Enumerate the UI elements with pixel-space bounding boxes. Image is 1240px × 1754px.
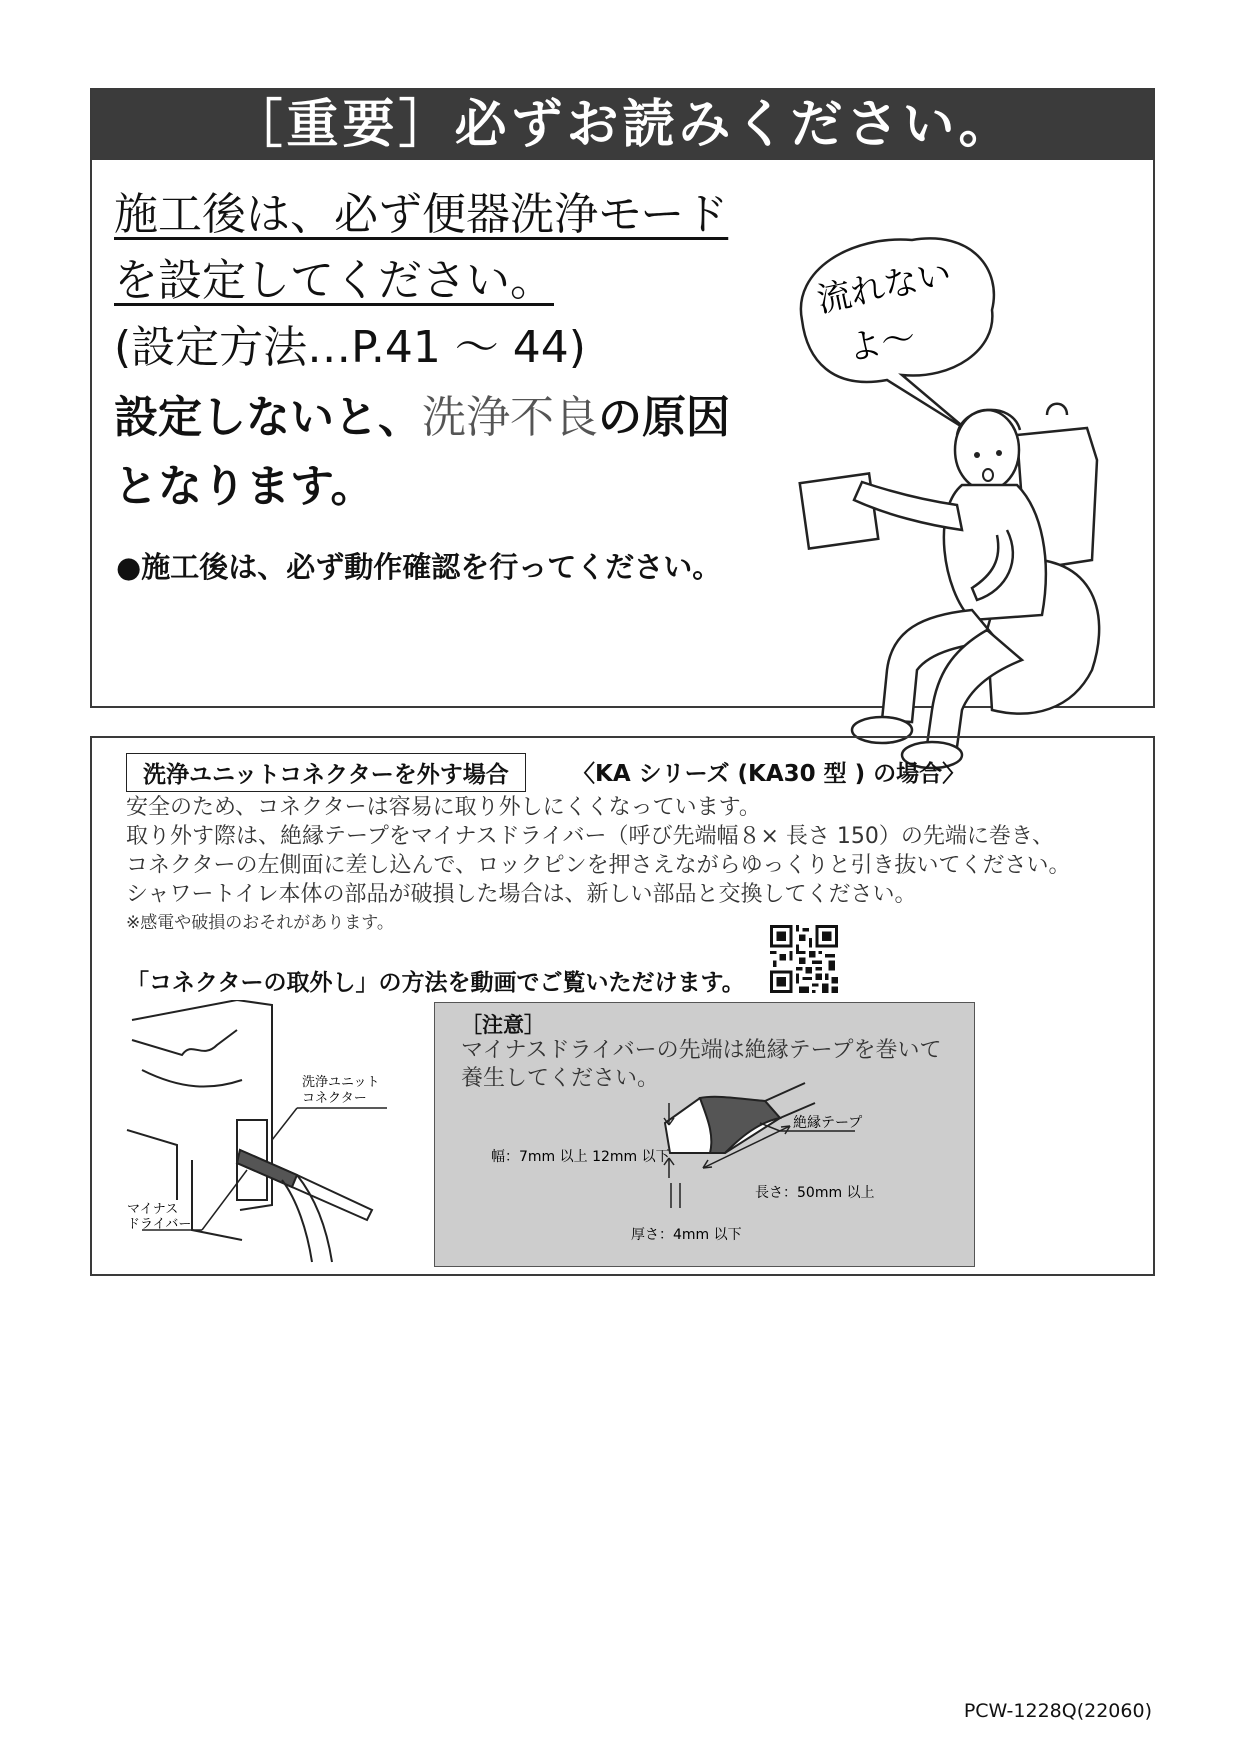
notice-line-4 bbox=[114, 393, 730, 443]
illus-label-driver-2: ドライバー bbox=[127, 1217, 192, 1232]
instruction-line: 取り外す際は、絶縁テープをマイナスドライバー（呼び先端幅８× 長さ 150）の先端に巻き、 bbox=[126, 824, 1055, 849]
video-notice: 「コネクターの取外し」の方法を動画でご覧いただけます。 bbox=[126, 970, 745, 996]
document-code: PCW-1228Q(22060) bbox=[963, 1700, 1152, 1722]
notice-line-4a: 設定しないと、 bbox=[114, 392, 422, 443]
caution-line-1: マイナスドライバーの先端は絶縁テープを巻いて bbox=[461, 1038, 942, 1063]
tape-label: 絶縁テープ bbox=[793, 1115, 863, 1131]
illus-label-connector-2: コネクター bbox=[302, 1091, 367, 1106]
notice-line-2: を設定してください。 bbox=[114, 255, 554, 306]
instruction-line: 安全のため、コネクターは容易に取り外しにくくなっています。 bbox=[126, 795, 761, 820]
instruction-note: ※感電や破損のおそれがあります。 bbox=[126, 913, 394, 933]
instruction-line: コネクターの左側面に差し込んで、ロックピンを押さえながらゆっくりと引き抜いてください。 bbox=[126, 853, 1071, 878]
connector-instructions bbox=[126, 793, 1070, 938]
speech-line-2: よ～ bbox=[844, 317, 919, 369]
illus-label-driver-1: マイナス bbox=[127, 1202, 179, 1217]
caution-title: ［注意］ bbox=[461, 1013, 545, 1037]
caution-text bbox=[461, 1037, 941, 1093]
toilet-illustration bbox=[792, 230, 1152, 790]
connector-illustration bbox=[122, 1000, 412, 1265]
caution-line-2: 養生してください。 bbox=[461, 1066, 660, 1091]
notice-line-3: (設定方法…P.41 ～ 44) bbox=[114, 322, 586, 373]
caution-panel bbox=[434, 1002, 975, 1267]
length-label: 長さ：50mm 以上 bbox=[755, 1185, 875, 1201]
illus-label-connector-1: 洗浄ユニット bbox=[302, 1075, 380, 1090]
notice-line-4c: の原因 bbox=[598, 392, 730, 443]
thickness-label: 厚さ：4mm 以下 bbox=[631, 1227, 742, 1243]
speech-line-1: 流れない bbox=[813, 253, 955, 321]
notice-line-1: 施工後は、必ず便器洗浄モード bbox=[114, 189, 729, 240]
qr-code-icon[interactable] bbox=[770, 925, 838, 993]
important-notice-box bbox=[90, 88, 1155, 708]
instruction-line: シャワートイレ本体の部品が破損した場合は、新しい部品と交換してください。 bbox=[126, 882, 917, 907]
connector-removal-box bbox=[90, 736, 1155, 1276]
notice-bullet: ●施工後は、必ず動作確認を行ってください。 bbox=[116, 550, 722, 584]
connector-section-subtitle: 〈KA シリーズ (KA30 型 ) の場合〉 bbox=[572, 761, 966, 787]
notice-line-4b: 洗浄不良 bbox=[422, 392, 598, 443]
width-label: 幅：7mm 以上 12mm 以下 bbox=[491, 1149, 670, 1165]
notice-line-5: となります。 bbox=[114, 461, 375, 512]
connector-section-title: 洗浄ユニットコネクターを外す場合 bbox=[126, 753, 526, 792]
notice-banner: ［重要］必ずお読みください。 bbox=[92, 90, 1153, 160]
